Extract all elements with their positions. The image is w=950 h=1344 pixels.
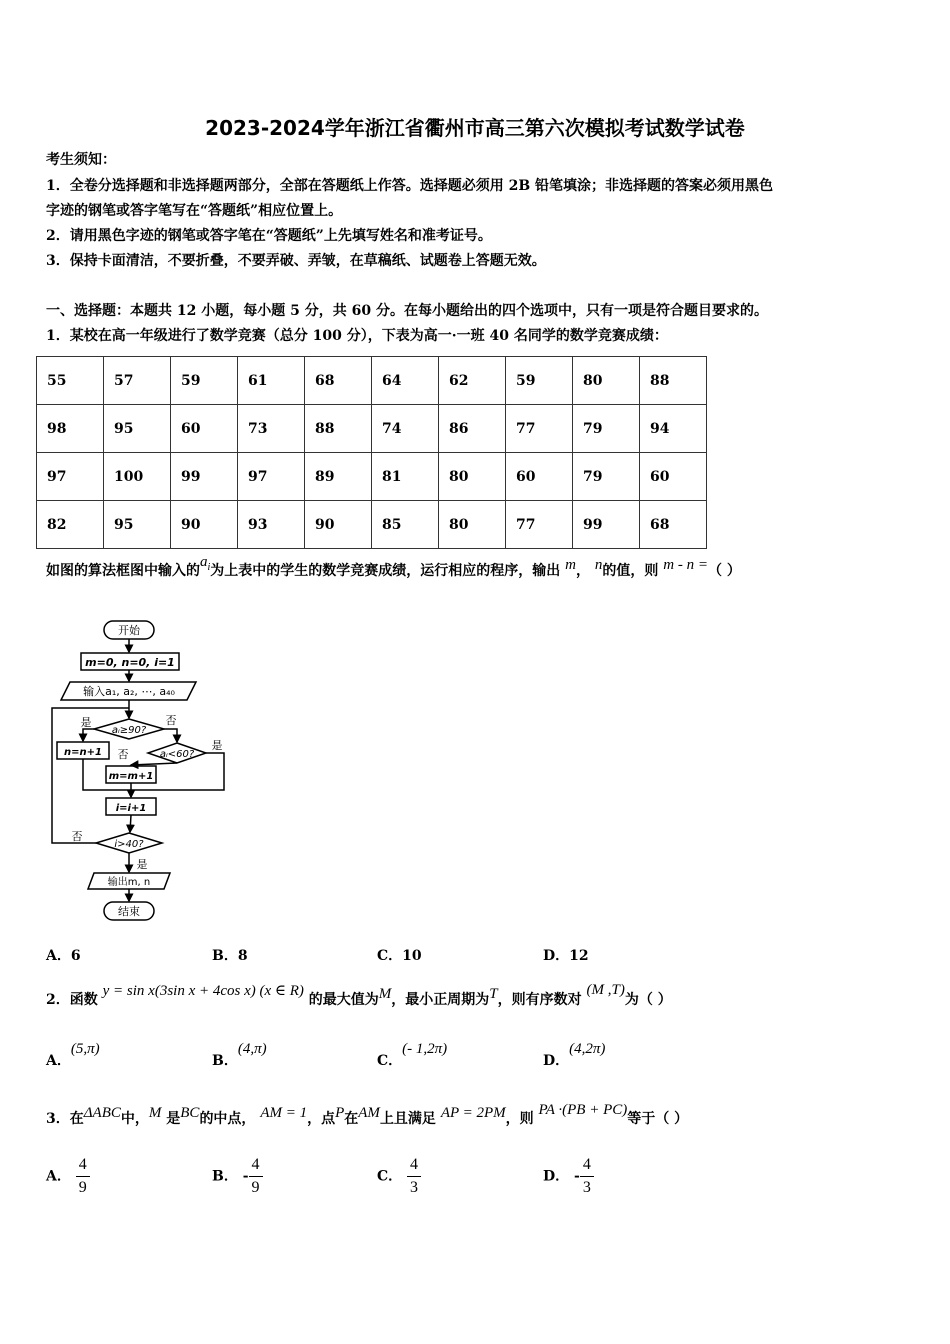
q3-text-h: ，则 <box>505 1111 534 1127</box>
table-cell: 95 <box>104 501 171 549</box>
table-cell: 73 <box>238 405 305 453</box>
table-cell: 97 <box>37 453 104 501</box>
q1-text-b: 为上表中的学生的数学竞赛成绩，运行相应的程序，输出 <box>210 563 561 579</box>
q3-expression: PA ·(PB + PC) <box>538 1102 628 1118</box>
flow-output: 输出m, n <box>107 877 151 888</box>
flowchart <box>44 616 244 926</box>
table-cell: 74 <box>372 405 439 453</box>
var-P: P <box>335 1105 345 1121</box>
segment-BC: BC <box>180 1105 200 1121</box>
q1-option-c[interactable]: C．10 <box>377 948 422 964</box>
flow-yes-label: 是 <box>136 858 148 871</box>
var-n: n <box>594 557 603 573</box>
table-cell: 100 <box>104 453 171 501</box>
flow-no-label: 否 <box>117 748 129 761</box>
notice-item: 1．全卷分选择题和非选择题两部分，全部在答题纸上作答。选择题必须用 2B 铅笔填涂；非选择题的答案必须用黑色 <box>46 178 774 194</box>
q3-text-a: 3．在 <box>46 1111 84 1127</box>
q1-option-a[interactable]: A．6 <box>46 948 81 964</box>
var-T: T <box>489 986 498 1002</box>
table-cell: 55 <box>37 357 104 405</box>
table-cell: 82 <box>37 501 104 549</box>
table-cell: 59 <box>506 357 573 405</box>
q2-text-c: ，最小正周期为 <box>391 992 490 1008</box>
flow-cond3: i>40? <box>114 839 144 850</box>
table-cell: 88 <box>640 357 707 405</box>
flow-cond1: aᵢ≥90? <box>111 725 147 736</box>
q3-triangle: ΔABC <box>83 1105 121 1121</box>
q3-condition: AP = 2PM <box>440 1105 506 1121</box>
flow-yes-label: 是 <box>211 739 223 752</box>
segment-AM: AM <box>358 1105 380 1121</box>
q2-text-e: 为（ ） <box>624 992 672 1008</box>
q3-text-g: 上且满足 <box>379 1111 436 1127</box>
flow-no-label: 否 <box>165 714 177 727</box>
table-cell: 97 <box>238 453 305 501</box>
table-row <box>37 501 707 549</box>
q2-option-c[interactable]: C．(- 1,2π) <box>377 1041 448 1069</box>
table-cell: 64 <box>372 357 439 405</box>
section-heading: 一、选择题：本题共 12 小题，每小题 5 分，共 60 分。在每小题给出的四个选项中，只有一项是符合题目要求的。 <box>46 303 768 319</box>
notice-item: 2．请用黑色字迹的钢笔或答字笔在“答题纸”上先填写姓名和准考证号。 <box>46 228 492 244</box>
q3-am: AM = 1 <box>260 1105 308 1121</box>
q2-option-b[interactable]: B．(4,π) <box>212 1041 267 1069</box>
q3-option-d[interactable]: D． - $\frac{4}{3}$ <box>543 1156 594 1197</box>
var-a-i: $a_i$ <box>200 554 211 573</box>
flow-input: 输入a₁, a₂, ⋯, a₄₀ <box>83 685 175 698</box>
q1-paren: （ ） <box>707 563 741 579</box>
table-cell: 89 <box>305 453 372 501</box>
table-cell: 90 <box>171 501 238 549</box>
q2-text-a: 2．函数 <box>46 992 98 1008</box>
table-cell: 77 <box>506 405 573 453</box>
table-row <box>37 453 707 501</box>
table-cell: 99 <box>573 501 640 549</box>
flow-i-inc: i=i+1 <box>115 803 147 814</box>
flow-init: m=0, n=0, i=1 <box>85 656 175 669</box>
question-1-stem: 1．某校在高一年级进行了数学竞赛（总分 100 分），下表为高一·一班 40 名同学的数学竞赛成绩： <box>46 328 668 344</box>
var-m: m <box>565 557 576 573</box>
question-3-text <box>46 1102 689 1129</box>
table-cell: 80 <box>439 453 506 501</box>
table-cell: 57 <box>104 357 171 405</box>
notice-item: 3．保持卡面清洁，不要折叠，不要弄破、弄皱，在草稿纸、试题卷上答题无效。 <box>46 253 546 269</box>
q3-text-b: 中， <box>120 1111 149 1127</box>
var-M: M <box>148 1105 162 1121</box>
table-cell: 60 <box>171 405 238 453</box>
table-cell: 94 <box>640 405 707 453</box>
flow-n-inc: n=n+1 <box>64 747 102 758</box>
flow-end: 结束 <box>118 905 140 918</box>
q1-text-c: 的值，则 <box>602 563 659 579</box>
table-cell: 80 <box>439 501 506 549</box>
q1-expr: m - n = <box>663 557 708 573</box>
q3-option-a[interactable]: A． $\frac{4}{9}$ <box>46 1156 90 1197</box>
flow-m-inc: m=m+1 <box>108 771 154 782</box>
q3-text-c: 是 <box>166 1111 181 1127</box>
q3-text-d: 的中点， <box>199 1111 256 1127</box>
question-2-text <box>46 982 672 1010</box>
table-cell: 60 <box>506 453 573 501</box>
q2-pair: (M ,T) <box>586 982 625 998</box>
q2-text-d: ，则有序数对 <box>497 992 582 1008</box>
q1-text-a: 如图的算法框图中输入的 <box>46 563 200 579</box>
notice-item: 字迹的钢笔或答字笔写在“答题纸”相应位置上。 <box>46 203 343 219</box>
flow-start: 开始 <box>118 624 140 637</box>
table-cell: 61 <box>238 357 305 405</box>
table-cell: 80 <box>573 357 640 405</box>
q2-option-a[interactable]: A．(5,π) <box>46 1041 100 1069</box>
scores-table <box>36 356 707 549</box>
notice-heading: 考生须知： <box>46 152 116 168</box>
table-cell: 79 <box>573 405 640 453</box>
q3-option-c[interactable]: C． $\frac{4}{3}$ <box>377 1156 421 1197</box>
flow-no-label: 否 <box>71 830 83 843</box>
table-cell: 77 <box>506 501 573 549</box>
table-cell: 68 <box>305 357 372 405</box>
q2-text-b: 的最大值为 <box>308 992 379 1008</box>
table-row <box>37 405 707 453</box>
q3-text-f: 在 <box>344 1111 359 1127</box>
table-cell: 93 <box>238 501 305 549</box>
var-M: M <box>378 986 392 1002</box>
table-cell: 90 <box>305 501 372 549</box>
q1-option-b[interactable]: B．8 <box>212 948 248 964</box>
q3-option-b[interactable]: B． - $\frac{4}{9}$ <box>212 1156 263 1197</box>
table-cell: 88 <box>305 405 372 453</box>
table-cell: 79 <box>573 453 640 501</box>
table-row <box>37 357 707 405</box>
q1-sep: ， <box>576 563 590 579</box>
table-cell: 81 <box>372 453 439 501</box>
table-cell: 59 <box>171 357 238 405</box>
q2-option-d[interactable]: D．(4,2π) <box>543 1041 606 1069</box>
table-cell: 68 <box>640 501 707 549</box>
flow-yes-label: 是 <box>80 716 92 729</box>
table-cell: 95 <box>104 405 171 453</box>
question-1-text <box>46 554 741 587</box>
flow-cond2: aᵢ<60? <box>159 749 195 760</box>
exam-title: 2023-2024学年浙江省衢州市高三第六次模拟考试数学试卷 <box>205 116 745 140</box>
table-cell: 98 <box>37 405 104 453</box>
table-cell: 60 <box>640 453 707 501</box>
table-cell: 62 <box>439 357 506 405</box>
table-cell: 99 <box>171 453 238 501</box>
table-cell: 86 <box>439 405 506 453</box>
q3-text-e: ，点 <box>307 1111 336 1127</box>
q1-option-d[interactable]: D．12 <box>543 948 589 964</box>
table-cell: 85 <box>372 501 439 549</box>
q2-function: y = sin x(3sin x + 4cos x) (x ∈ R) <box>102 983 304 999</box>
q3-text-i: 等于（ ） <box>627 1111 689 1127</box>
